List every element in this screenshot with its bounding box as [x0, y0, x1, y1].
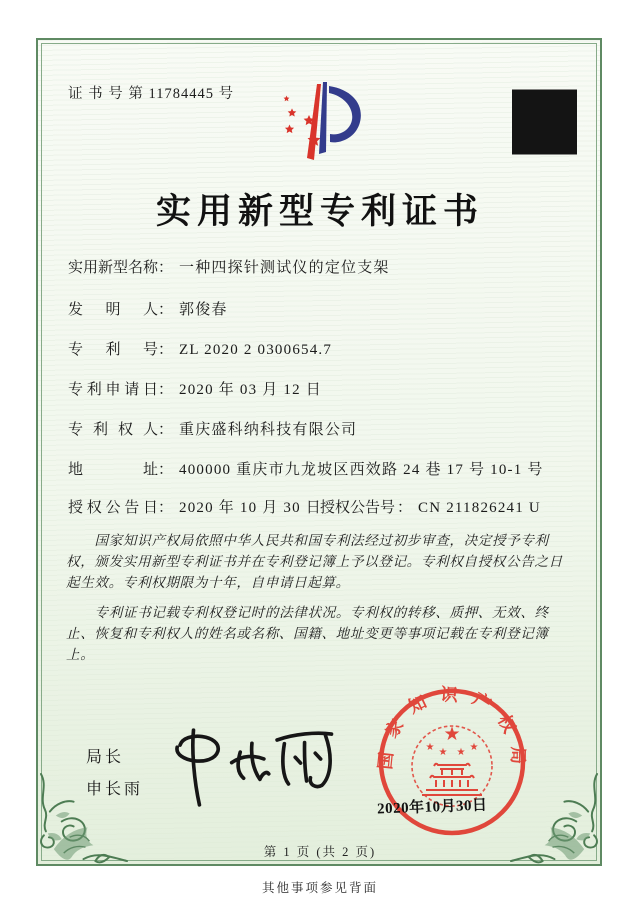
seal-date: 2020年10月30日 [376, 797, 488, 818]
svg-text:★: ★ [425, 742, 435, 753]
field-value: CN 211826241 U [418, 500, 541, 516]
field-label: 专利号 [68, 342, 158, 358]
field-value: 一种四探针测试仪的定位支架 [179, 260, 390, 276]
field-value: ZL 2020 2 0300654.7 [179, 342, 333, 358]
certificate-title: 实用新型专利证书 [155, 192, 484, 231]
field-label: 专利申请日 [68, 382, 158, 398]
field-value: 重庆盛科纳科技有限公司 [179, 422, 358, 438]
field-row-filing-date: 专利申请日： 2020 年 03 月 12 日 [68, 378, 568, 399]
legal-text [66, 530, 574, 674]
svg-text:★: ★ [469, 742, 479, 753]
field-value: 2020 年 10 月 30 日 [179, 500, 322, 516]
field-row-name: 实用新型名称： 一种四探针测试仪的定位支架 [68, 256, 568, 277]
director-title: 局长 [86, 749, 125, 766]
field-label: 发明人 [68, 302, 158, 318]
field-value: 400000 重庆市九龙坡区西效路 24 巷 17 号 10-1 号 [179, 462, 544, 478]
field-row-grant-date: 授权公告日： 2020 年 10 月 30 日 授权公告号 ： CN 211826241 U [68, 496, 568, 517]
svg-text:★: ★ [443, 723, 461, 745]
field-row-address: 地址： 400000 重庆市九龙坡区西效路 24 巷 17 号 10-1 号 [68, 458, 568, 479]
page-indicator: 第 1 页 (共 2 页) [263, 845, 377, 859]
field-label: 地址 [68, 462, 158, 478]
svg-text:★: ★ [456, 747, 466, 758]
signature-icon [168, 720, 340, 808]
field-label: 专利权人 [68, 422, 158, 438]
svg-text:★: ★ [438, 747, 448, 758]
field-label: 实用新型名称 [68, 260, 159, 276]
field-row-patent-no: 专利号： ZL 2020 2 0300654.7 [68, 338, 568, 359]
field-value: 2020 年 03 月 12 日 [179, 382, 322, 398]
field-value: 郭俊春 [179, 302, 228, 318]
field-grant-number: 授权公告号 ： CN 211826241 U [320, 500, 541, 516]
director-name: 申长雨 [86, 781, 144, 798]
field-row-inventor: 发明人： 郭俊春 [68, 298, 568, 319]
field-row-patentee: 专利权人： 重庆盛科纳科技有限公司 [68, 418, 568, 439]
field-label: 授权公告号 [320, 500, 396, 516]
seal-ring-text: 国家知识产权局 [374, 684, 529, 778]
legal-paragraph-1: 国家知识产权局依照中华人民共和国专利法经过初步审查，决定授予专利权，颁发实用新型专利证书并在专利登记簿上予以登记。专利权自授权公告之日起生效。专利权期限为十年，自申请日起算。 [66, 533, 563, 591]
certificate-number: 证 书 号 第 11784445 号 [68, 86, 235, 102]
footer-note: 其他事项参见背面 [261, 881, 378, 895]
cnipa-logo-icon [266, 80, 378, 168]
legal-paragraph-2: 专利证书记载专利权登记时的法律状况。专利权的转移、质押、无效、终止、恢复和专利权人的姓名或名称、国籍、地址变更等事项记载在专利登记簿上。 [66, 605, 549, 663]
field-label: 授权公告日 [68, 500, 158, 516]
qr-code [512, 88, 577, 156]
